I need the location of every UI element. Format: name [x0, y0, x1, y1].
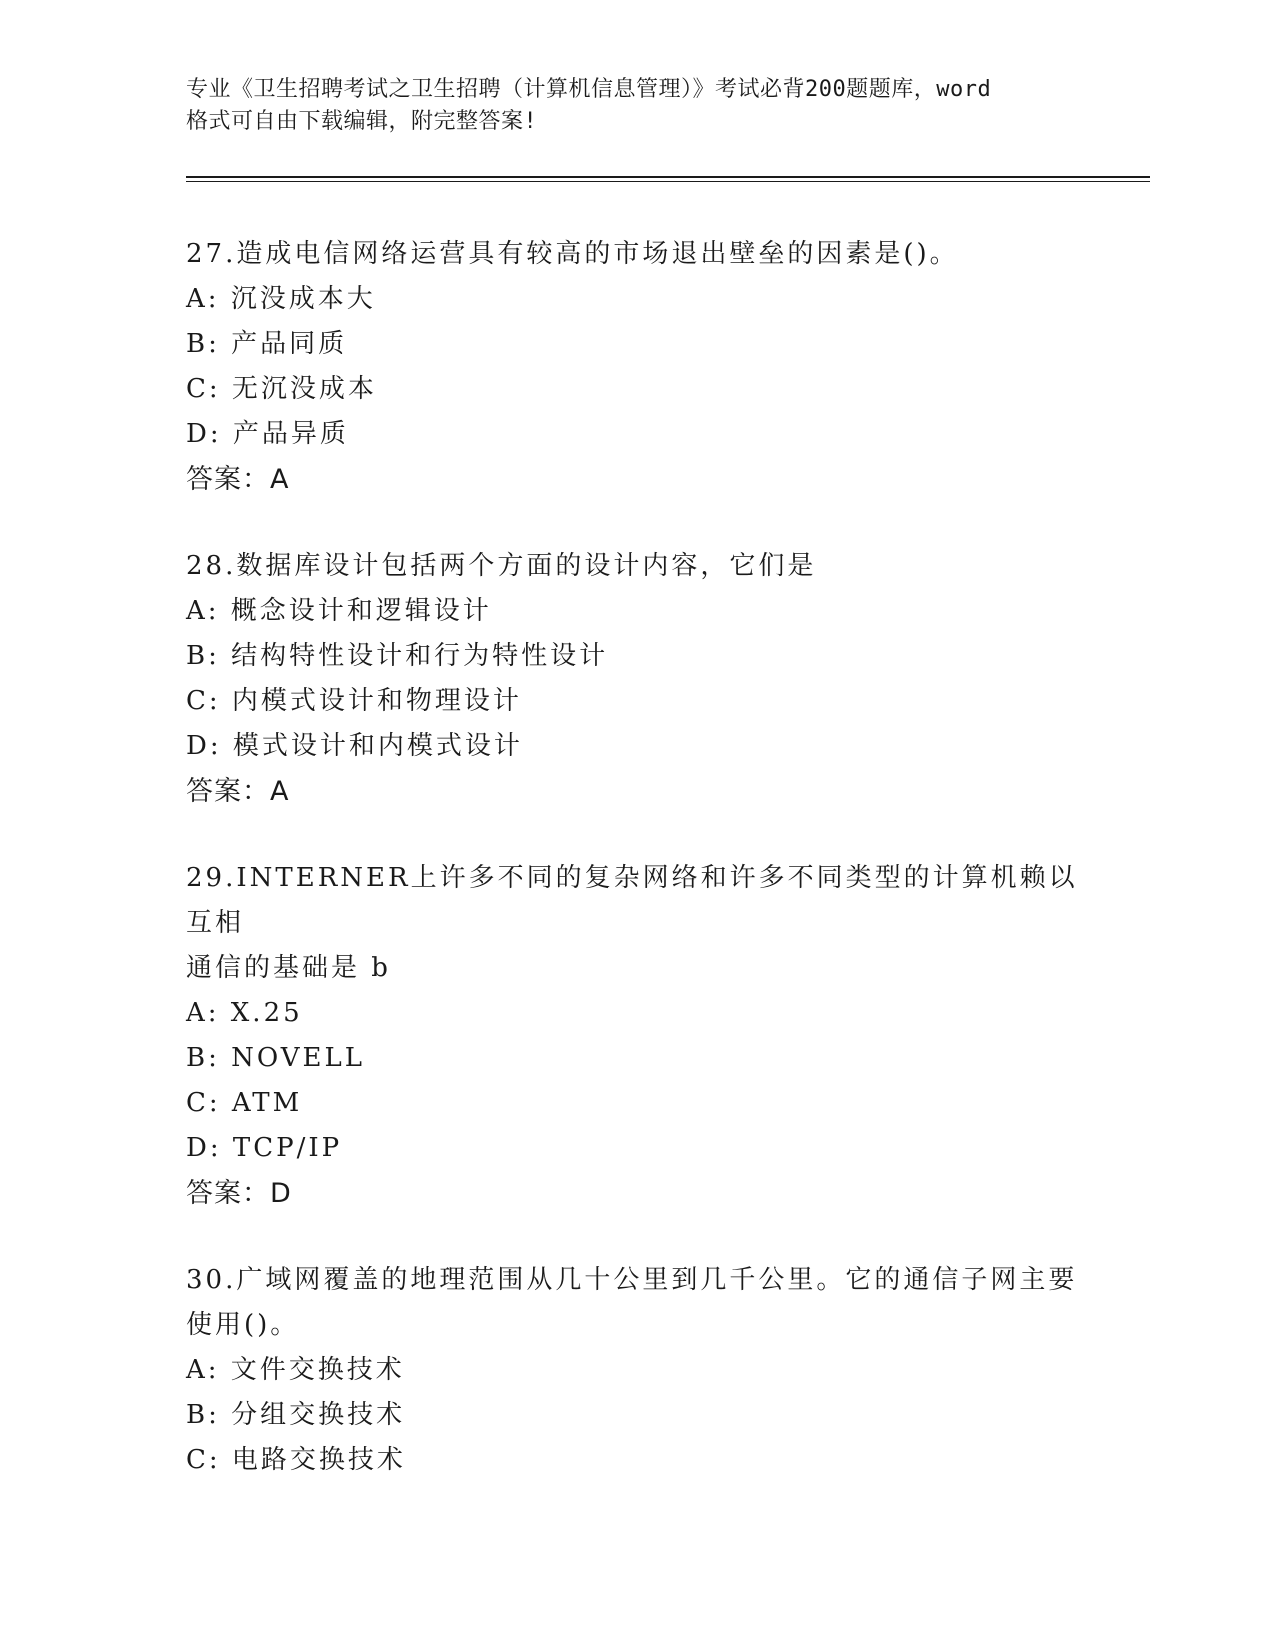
question-30 [186, 1258, 1086, 1483]
option-d: D: TCP/IP [186, 1133, 343, 1163]
question-stem-line-1: 29.INTERNER上许多不同的复杂网络和许多不同类型的计算机赖以互相 [186, 863, 1078, 938]
option-c: C: 电路交换技术 [186, 1445, 406, 1475]
option-a: A: 文件交换技术 [186, 1355, 405, 1385]
option-d: D: 产品异质 [186, 419, 349, 449]
document-header [186, 74, 1086, 138]
answer-line: 答案：A [186, 464, 290, 495]
answer-line: 答案：A [186, 776, 290, 807]
header-line-1: 专业《卫生招聘考试之卫生招聘（计算机信息管理）》考试必背200题题库，word [186, 77, 992, 102]
option-a: A: X.25 [186, 998, 303, 1028]
option-c: C: ATM [186, 1088, 303, 1118]
header-line-2: 格式可自由下载编辑，附完整答案! [186, 109, 538, 134]
option-c: C: 内模式设计和物理设计 [186, 686, 522, 716]
question-stem-line-1: 30.广域网覆盖的地理范围从几十公里到几千公里。它的通信子网主要 [186, 1265, 1078, 1295]
header-rule-thin [186, 181, 1150, 182]
question-stem-line-2: 使用()。 [186, 1310, 300, 1340]
option-b: B: 结构特性设计和行为特性设计 [186, 641, 609, 671]
option-b: B: 产品同质 [186, 329, 348, 359]
question-stem-line-2: 通信的基础是 b [186, 953, 391, 983]
question-27 [186, 232, 1086, 502]
question-28 [186, 544, 1086, 814]
question-29 [186, 856, 1086, 1216]
option-d: D: 模式设计和内模式设计 [186, 731, 523, 761]
question-stem: 28.数据库设计包括两个方面的设计内容，它们是 [186, 551, 817, 581]
header-rule-thick [186, 176, 1150, 178]
answer-line: 答案：D [186, 1178, 292, 1209]
option-a: A: 概念设计和逻辑设计 [186, 596, 492, 626]
option-b: B: 分组交换技术 [186, 1400, 406, 1430]
option-a: A: 沉没成本大 [186, 284, 376, 314]
question-stem: 27.造成电信网络运营具有较高的市场退出壁垒的因素是()。 [186, 239, 959, 269]
option-b: B: NOVELL [186, 1043, 366, 1073]
option-c: C: 无沉没成本 [186, 374, 377, 404]
question-list [186, 232, 1086, 1525]
